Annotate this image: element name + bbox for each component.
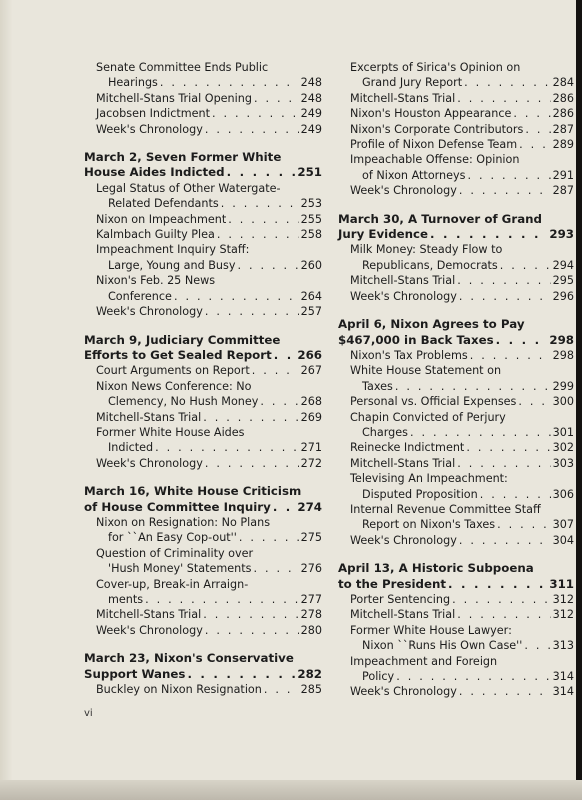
dot-leader <box>459 183 551 198</box>
toc-entry[interactable] <box>84 623 322 638</box>
toc-entry-title: Jacobsen Indictment <box>96 107 211 121</box>
toc-section <box>338 60 574 199</box>
toc-entry[interactable] <box>338 242 574 273</box>
toc-entry[interactable] <box>338 60 574 91</box>
toc-entry-title: Week's Chronology <box>96 623 203 637</box>
toc-entry[interactable] <box>84 363 322 378</box>
dot-leader <box>212 106 299 121</box>
toc-entry[interactable] <box>84 181 322 212</box>
toc-left-column <box>84 60 322 697</box>
dot-leader <box>518 394 550 409</box>
section-heading <box>84 150 322 181</box>
toc-entry-title: of Nixon Attorneys <box>362 168 466 182</box>
toc-entry[interactable] <box>338 502 574 533</box>
page-number: 253 <box>300 197 322 211</box>
page-number: 274 <box>297 499 322 514</box>
dot-leader <box>155 440 299 455</box>
toc-entry-title: Week's Chronology <box>96 305 203 319</box>
dot-leader <box>239 530 299 545</box>
section-heading <box>84 333 322 364</box>
toc-entry-title: Nixon's Houston Appearance <box>350 107 512 121</box>
page-number: 314 <box>552 685 574 699</box>
page-number: 293 <box>549 227 574 242</box>
page-number: 313 <box>552 639 574 653</box>
toc-entry-title: Buckley on Nixon Resignation <box>96 683 262 697</box>
page-number: 296 <box>552 289 574 303</box>
toc-entry-title: Conference <box>108 289 172 303</box>
toc-entry-title: Nixon's Tax Problems <box>350 348 468 362</box>
dot-leader <box>459 684 551 699</box>
page-number: 272 <box>300 456 322 470</box>
dot-leader <box>396 669 550 684</box>
page-number: 258 <box>300 228 322 242</box>
toc-entry-title: Week's Chronology <box>350 533 457 547</box>
toc-entry-title: Nixon's Corporate Contributors <box>350 122 524 136</box>
page-number: 275 <box>300 531 322 545</box>
toc-entry[interactable] <box>338 363 574 394</box>
dot-leader <box>524 638 550 653</box>
scan-background-edge <box>576 0 582 800</box>
page-number: 260 <box>300 258 322 272</box>
dot-leader <box>459 289 551 304</box>
section-heading-text: March 2, Seven Former White <box>84 150 282 165</box>
dot-leader <box>497 517 551 532</box>
toc-entry-title: Week's Chronology <box>96 122 203 136</box>
toc-entry-title: ments <box>108 593 144 606</box>
page-number: 301 <box>552 425 574 439</box>
dot-leader <box>448 577 547 592</box>
toc-entry-title: Mitchell-Stans Trial <box>350 274 456 288</box>
section-heading-text: to the President <box>338 576 447 591</box>
toc-entry-title: for ``An Easy Cop-out'' <box>108 531 237 545</box>
dot-leader <box>480 487 551 502</box>
page-number: 267 <box>300 364 322 378</box>
toc-entry-title: Clemency, No Hush Money <box>108 395 259 409</box>
toc-entry-title: Excerpts of Sirica's Opinion on <box>350 61 521 74</box>
page-number: 304 <box>552 533 574 547</box>
page-number: 264 <box>300 289 322 303</box>
toc-entry-title: Nixon's Feb. 25 News <box>96 274 216 288</box>
toc-entry[interactable] <box>84 425 322 456</box>
toc-entry[interactable] <box>338 410 574 441</box>
toc-entry[interactable] <box>84 212 322 227</box>
dot-leader <box>252 363 299 378</box>
page-number: 302 <box>552 441 574 455</box>
dot-leader <box>254 91 299 106</box>
toc-entry-title: Mitchell-Stans Trial <box>350 91 456 105</box>
toc-entry-title: Policy <box>362 670 395 684</box>
page-number: 278 <box>300 608 322 622</box>
toc-entry-title: Week's Chronology <box>350 685 457 699</box>
page-number: 303 <box>552 456 574 470</box>
page-number: 269 <box>300 410 322 424</box>
toc-section <box>84 651 322 697</box>
toc-section <box>84 60 322 137</box>
page-number: 249 <box>300 122 322 136</box>
toc-entry-title: Mitchell-Stans Trial <box>350 608 456 622</box>
dot-leader <box>203 410 298 425</box>
toc-entry[interactable] <box>338 348 574 363</box>
toc-entry[interactable] <box>84 546 322 577</box>
section-heading-text: of House Committee Inquiry <box>84 499 271 514</box>
toc-entry[interactable] <box>84 379 322 410</box>
toc-entry[interactable] <box>338 152 574 183</box>
toc-entry[interactable] <box>338 289 574 304</box>
page-number: 284 <box>552 76 574 90</box>
toc-entry-title: Televising An Impeachment: <box>350 472 508 486</box>
toc-entry-title: Legal Status of Other Watergate- <box>96 181 281 195</box>
page-number: 298 <box>549 332 574 347</box>
toc-entry-title: Porter Sentencing <box>350 593 451 606</box>
toc-entry[interactable] <box>84 227 322 242</box>
toc-entry-title: Charges <box>362 425 408 439</box>
page-number: 306 <box>552 487 574 501</box>
toc-entry[interactable] <box>338 456 574 471</box>
page-number: 276 <box>300 562 322 576</box>
page-number: 286 <box>552 91 574 105</box>
section-heading-text: April 6, Nixon Agrees to Pay <box>338 317 525 332</box>
page-number: 268 <box>300 395 322 409</box>
toc-entry[interactable] <box>338 273 574 288</box>
page-number: 298 <box>552 348 574 362</box>
toc-entry-title: Senate Committee Ends Public <box>96 61 269 74</box>
dot-leader <box>217 227 299 242</box>
dot-leader <box>513 106 550 121</box>
toc-entry[interactable] <box>84 456 322 471</box>
page-number: 251 <box>297 165 322 180</box>
dot-leader <box>253 561 298 576</box>
toc-entry-title: Personal vs. Official Expenses <box>350 395 517 409</box>
page-folio: vi <box>84 708 93 719</box>
toc-entry-title: Large, Young and Busy <box>108 258 236 272</box>
section-heading-text: Efforts to Get Sealed Report <box>84 347 272 362</box>
toc-entry-title: Mitchell-Stans Trial Opening <box>96 91 252 105</box>
toc-entry[interactable] <box>338 592 574 607</box>
dot-leader <box>221 196 299 211</box>
dot-leader <box>525 122 550 137</box>
dot-leader <box>205 304 299 319</box>
dot-leader <box>227 165 296 180</box>
page-number: 248 <box>300 76 322 90</box>
toc-entry[interactable] <box>84 273 322 304</box>
toc-entry-title: Profile of Nixon Defense Team <box>350 138 518 152</box>
toc-entry[interactable] <box>338 394 574 409</box>
page-number: 300 <box>552 395 574 409</box>
toc-entry-title: Related Defendants <box>108 197 219 211</box>
dot-leader <box>457 273 550 288</box>
dot-leader <box>205 623 299 638</box>
toc-entry-title: Mitchell-Stans Trial <box>96 608 202 622</box>
page-number: 257 <box>300 305 322 319</box>
toc-entry[interactable] <box>84 91 322 106</box>
toc-entry-title: Week's Chronology <box>350 184 457 198</box>
toc-entry[interactable] <box>338 106 574 121</box>
section-heading-text: Jury Evidence <box>338 227 429 242</box>
dot-leader <box>466 440 550 455</box>
dot-leader <box>464 75 551 90</box>
toc-entry-title: Nixon on Impeachment <box>96 212 227 226</box>
toc-right-column <box>338 60 574 700</box>
toc-entry-title: Disputed Proposition <box>362 487 478 501</box>
section-heading-text: April 13, A Historic Subpoena <box>338 561 534 576</box>
toc-entry-title: Impeachment and Foreign <box>350 654 498 668</box>
page-number: 277 <box>300 593 322 606</box>
toc-entry-title: Impeachment Inquiry Staff: <box>96 243 250 257</box>
toc-section <box>84 333 322 472</box>
dot-leader <box>205 456 299 471</box>
page-number: 287 <box>552 122 574 136</box>
toc-entry[interactable] <box>338 137 574 152</box>
dot-leader <box>160 75 299 90</box>
dot-leader <box>430 227 547 242</box>
page-number: 282 <box>297 666 322 681</box>
toc-entry-title: Reinecke Indictment <box>350 441 465 455</box>
dot-leader <box>457 607 550 622</box>
dot-leader <box>205 122 299 137</box>
dot-leader <box>187 667 295 682</box>
toc-entry-title: White House Statement on <box>350 364 502 378</box>
section-heading-text: March 23, Nixon's Conservative <box>84 651 294 666</box>
toc-entry[interactable] <box>84 577 322 608</box>
dot-leader <box>174 289 299 304</box>
dot-leader <box>203 607 298 622</box>
page-number: 311 <box>549 576 574 591</box>
toc-entry[interactable] <box>84 242 322 273</box>
section-heading <box>338 561 574 592</box>
toc-entry[interactable] <box>338 471 574 502</box>
toc-entry-title: Indicted <box>108 441 154 455</box>
section-heading <box>84 484 322 515</box>
toc-entry[interactable] <box>338 440 574 455</box>
page-number: 307 <box>552 518 574 532</box>
toc-entry[interactable] <box>338 607 574 622</box>
page-number: 299 <box>552 379 574 393</box>
toc-entry[interactable] <box>338 533 574 548</box>
toc-section <box>84 150 322 319</box>
toc-entry[interactable] <box>84 304 322 319</box>
page-number: 287 <box>552 184 574 198</box>
dot-leader <box>496 333 548 348</box>
toc-entry[interactable] <box>338 684 574 699</box>
page-number: 248 <box>300 91 322 105</box>
toc-entry-title: Former White House Lawyer: <box>350 623 512 637</box>
toc-entry-title: Report on Nixon's Taxes <box>362 518 496 532</box>
dot-leader <box>519 137 550 152</box>
toc-entry-title: Kalmbach Guilty Plea <box>96 228 215 242</box>
dot-leader <box>452 592 551 607</box>
toc-entry-title: Mitchell-Stans Trial <box>96 410 202 424</box>
page-number: 294 <box>552 258 574 272</box>
toc-entry-title: Chapin Convicted of Perjury <box>350 410 506 424</box>
section-heading-text: $467,000 in Back Taxes <box>338 332 494 347</box>
toc-entry[interactable] <box>338 623 574 654</box>
toc-entry-title: Week's Chronology <box>350 289 457 303</box>
toc-entry-title: 'Hush Money' Statements <box>108 562 252 576</box>
dot-leader <box>459 533 551 548</box>
page-number: 312 <box>552 608 574 622</box>
page-number: 285 <box>300 683 322 697</box>
page-number: 271 <box>300 441 322 455</box>
dot-leader <box>237 258 298 273</box>
dot-leader <box>395 379 551 394</box>
toc-entry[interactable] <box>338 183 574 198</box>
toc-entry-title: Nixon News Conference: No <box>96 379 252 393</box>
toc-section <box>338 212 574 304</box>
section-heading-text: March 30, A Turnover of Grand <box>338 211 542 226</box>
toc-entry[interactable] <box>84 410 322 425</box>
toc-entry[interactable] <box>84 106 322 121</box>
page-number: 266 <box>297 347 322 362</box>
page-number: 289 <box>552 138 574 152</box>
dot-leader <box>260 394 298 409</box>
section-heading-text: March 16, White House Criticism <box>84 484 302 499</box>
dot-leader <box>500 258 551 273</box>
toc-entry[interactable] <box>84 122 322 137</box>
toc-entry-title: Republicans, Democrats <box>362 258 498 272</box>
dot-leader <box>410 425 551 440</box>
toc-entry[interactable] <box>84 515 322 546</box>
toc-entry-title: Nixon on Resignation: No Plans <box>96 515 271 529</box>
page-binding-edge <box>0 0 12 800</box>
toc-entry-title: Internal Revenue Committee Staff <box>350 502 541 516</box>
toc-entry-title: Nixon ``Runs His Own Case'' <box>362 639 523 653</box>
toc-entry[interactable] <box>84 607 322 622</box>
page-number: 295 <box>552 274 574 288</box>
dot-leader <box>470 348 551 363</box>
toc-entry[interactable] <box>338 122 574 137</box>
toc-entry[interactable] <box>84 60 322 91</box>
section-heading-text: March 9, Judiciary Committee <box>84 332 281 347</box>
toc-entry-title: Mitchell-Stans Trial <box>350 456 456 470</box>
page-number: 286 <box>552 107 574 121</box>
toc-entry-title: Former White House Aides <box>96 425 245 439</box>
page-bottom-edge <box>0 780 582 800</box>
section-heading <box>338 212 574 243</box>
dot-leader <box>457 456 550 471</box>
toc-entry-title: Week's Chronology <box>96 456 203 470</box>
page-number: 291 <box>552 168 574 182</box>
section-heading <box>84 651 322 682</box>
section-heading <box>338 317 574 348</box>
dot-leader <box>273 500 296 515</box>
toc-entry-title: Cover-up, Break-in Arraign- <box>96 577 249 591</box>
toc-entry-title: Hearings <box>108 76 158 90</box>
page-number: 280 <box>300 623 322 637</box>
toc-entry[interactable] <box>338 91 574 106</box>
section-heading-text: House Aides Indicted <box>84 165 225 180</box>
dot-leader <box>467 168 550 183</box>
dot-leader <box>274 348 296 363</box>
toc-entry-title: Grand Jury Report <box>362 76 463 90</box>
toc-section <box>84 484 322 638</box>
toc-entry[interactable] <box>338 654 574 685</box>
toc-section <box>338 561 574 700</box>
page-number: 255 <box>300 212 322 226</box>
page-number: 314 <box>552 670 574 684</box>
dot-leader <box>264 682 299 697</box>
toc-entry-title: Question of Criminality over <box>96 546 254 560</box>
section-heading-text: Support Wanes <box>84 666 186 681</box>
dot-leader <box>228 212 298 227</box>
toc-entry-title: Taxes <box>362 379 393 393</box>
toc-entry-title: Impeachable Offense: Opinion <box>350 153 520 167</box>
toc-entry-title: Court Arguments on Report <box>96 364 250 378</box>
toc-entry-title: Milk Money: Steady Flow to <box>350 243 503 257</box>
toc-section <box>338 317 574 548</box>
dot-leader <box>145 592 299 607</box>
page-number: 312 <box>552 593 574 606</box>
page-number: 249 <box>300 107 322 121</box>
dot-leader <box>457 91 550 106</box>
toc-entry[interactable] <box>84 682 322 697</box>
